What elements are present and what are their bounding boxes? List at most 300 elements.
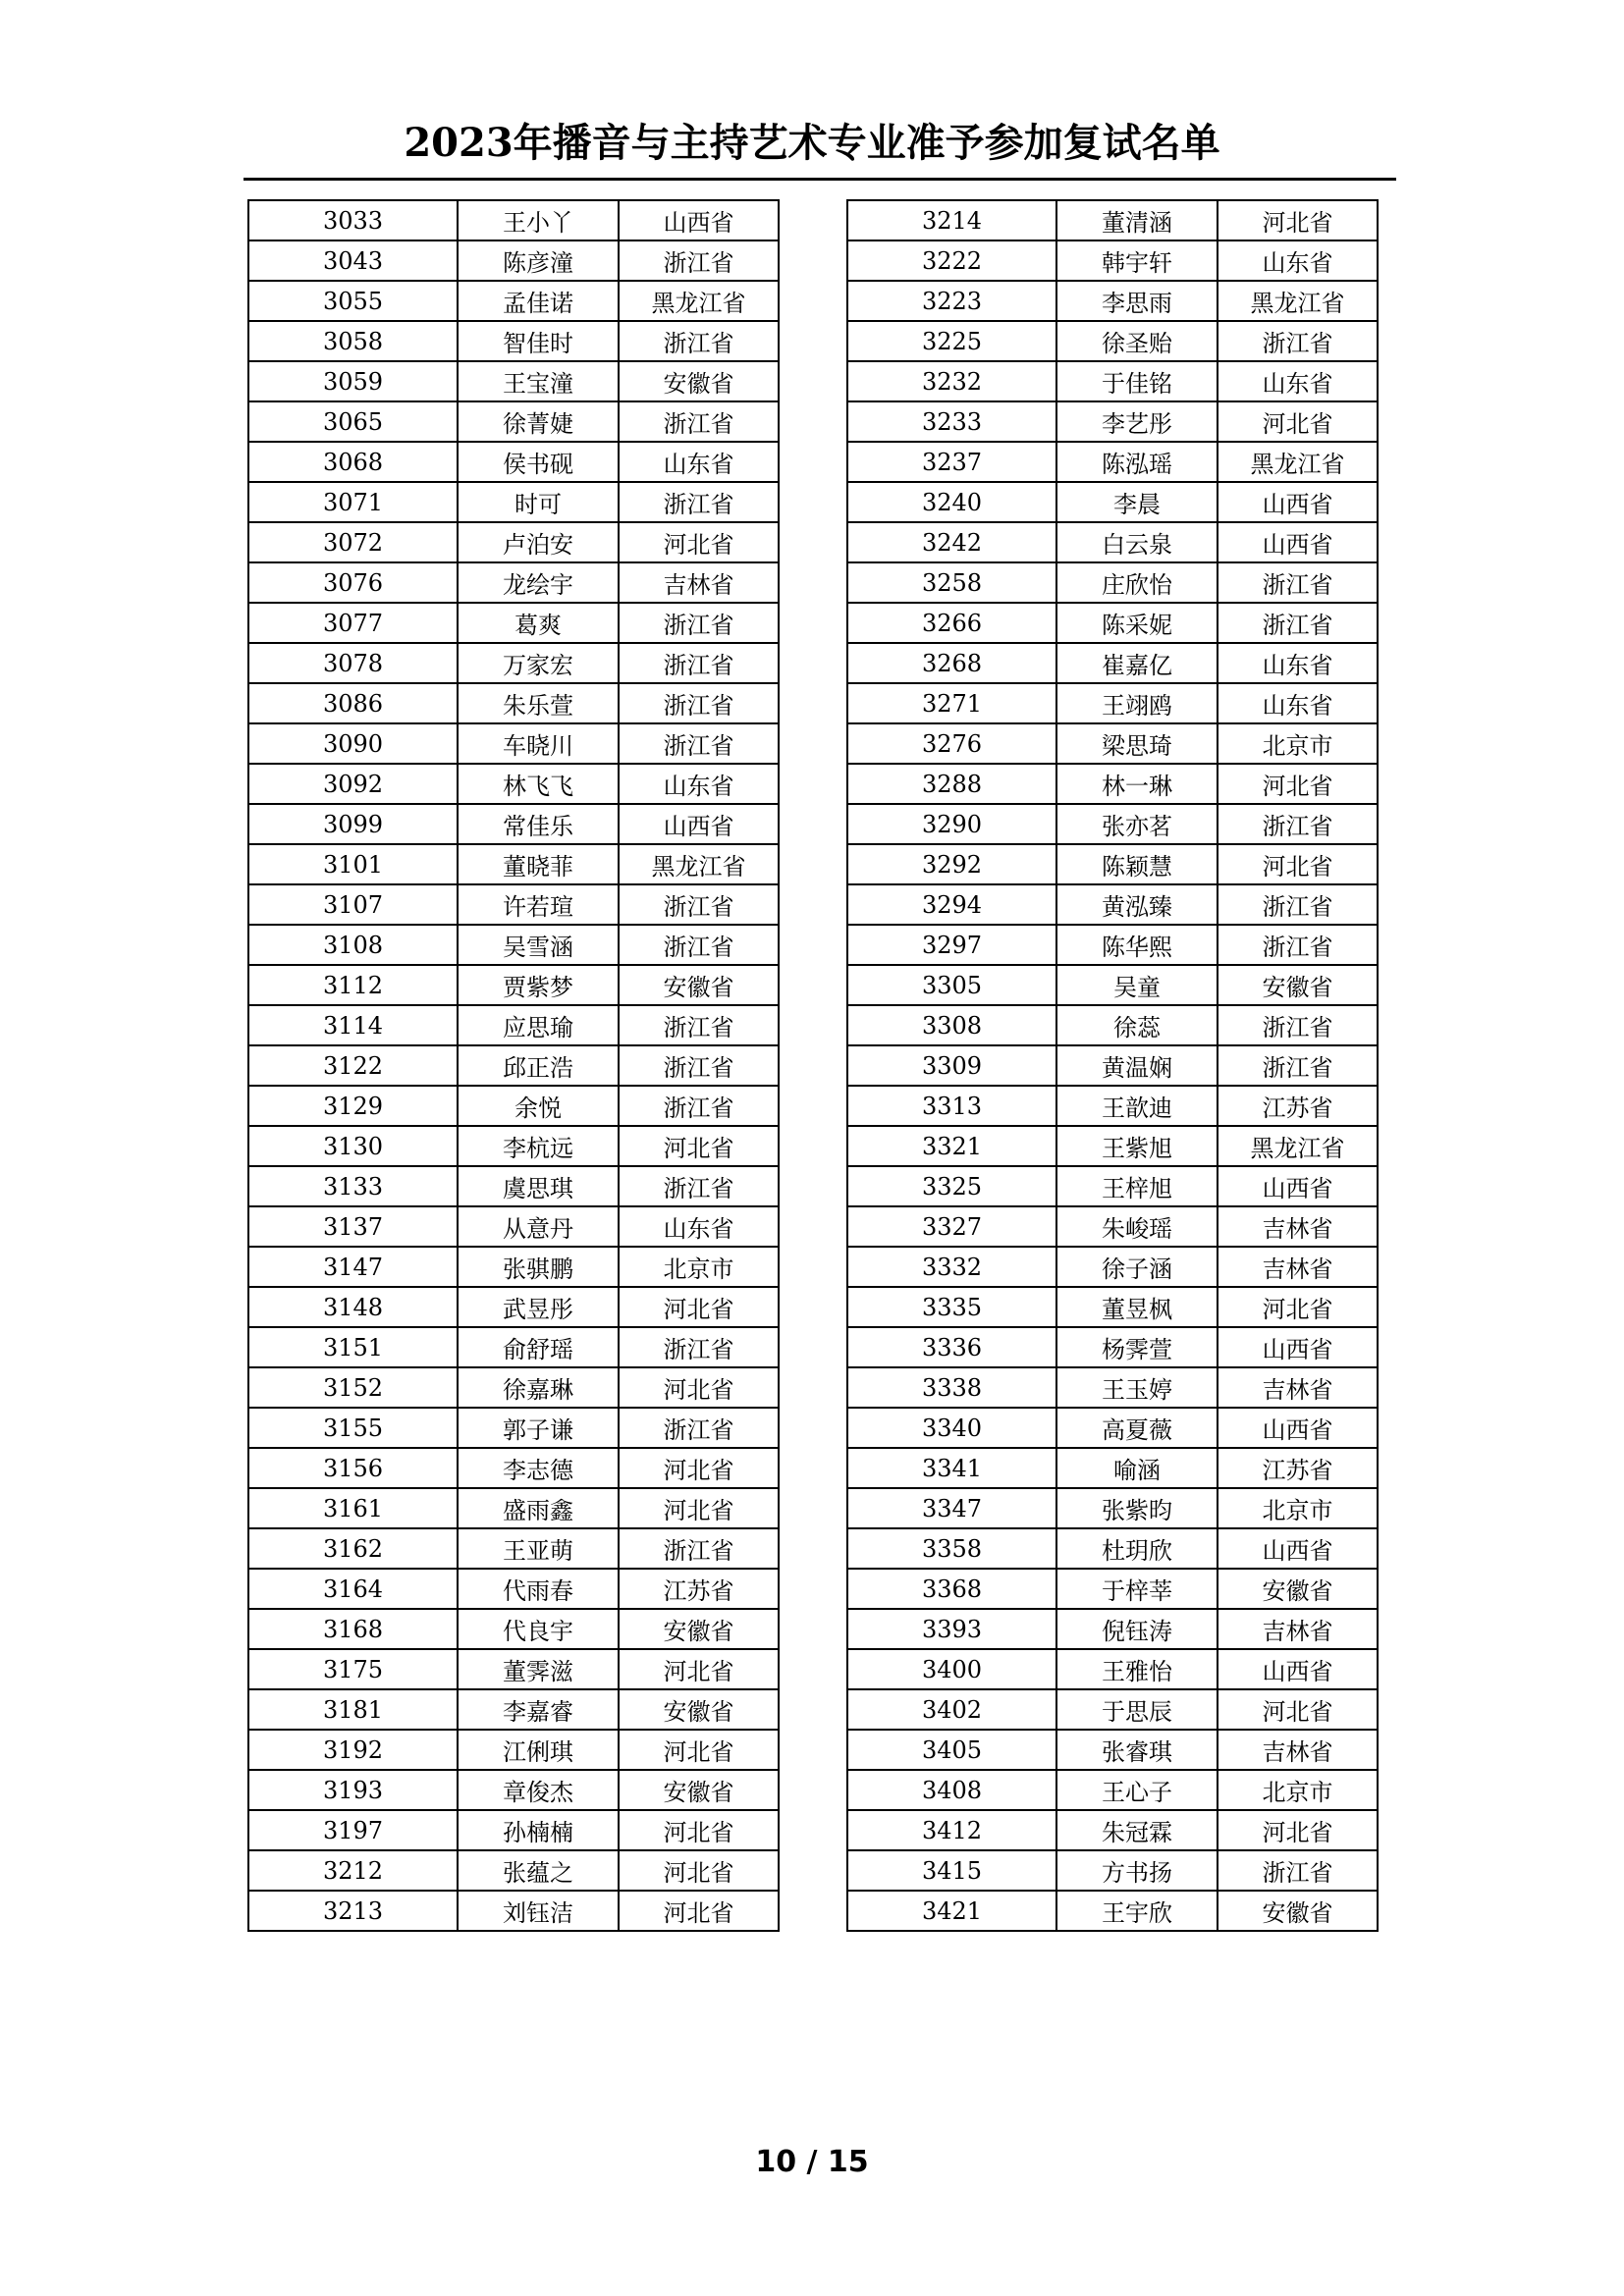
candidate-province: 江苏省 (619, 1569, 779, 1609)
left-roster-table (247, 199, 780, 1932)
candidate-name: 李思雨 (1056, 281, 1218, 321)
candidate-id: 3266 (847, 603, 1056, 643)
candidate-name: 贾紫梦 (458, 965, 619, 1005)
table-row (248, 1086, 779, 1126)
candidate-name: 从意丹 (458, 1206, 619, 1247)
candidate-province: 山东省 (619, 1206, 779, 1247)
candidate-id: 3101 (248, 844, 458, 884)
candidate-id: 3237 (847, 442, 1056, 482)
candidate-name: 王紫旭 (1056, 1126, 1218, 1166)
candidate-name: 吴雪涵 (458, 925, 619, 965)
candidate-id: 3313 (847, 1086, 1056, 1126)
table-row (847, 1086, 1378, 1126)
table-row (847, 1689, 1378, 1730)
candidate-province: 安徽省 (1218, 1569, 1378, 1609)
candidate-name: 朱乐萱 (458, 683, 619, 723)
table-row (248, 361, 779, 401)
table-row (248, 965, 779, 1005)
candidate-name: 董晓菲 (458, 844, 619, 884)
table-row (847, 1005, 1378, 1045)
candidate-id: 3077 (248, 603, 458, 643)
table-row (248, 1166, 779, 1206)
table-row (847, 401, 1378, 442)
candidate-id: 3059 (248, 361, 458, 401)
candidate-name: 张紫昀 (1056, 1488, 1218, 1528)
candidate-id: 3347 (847, 1488, 1056, 1528)
candidate-province: 浙江省 (619, 1086, 779, 1126)
candidate-province: 浙江省 (1218, 603, 1378, 643)
candidate-province: 浙江省 (1218, 1045, 1378, 1086)
candidate-province: 河北省 (619, 1730, 779, 1770)
table-row (847, 1770, 1378, 1810)
candidate-name: 陈彦潼 (458, 240, 619, 281)
candidate-id: 3358 (847, 1528, 1056, 1569)
candidate-id: 3223 (847, 281, 1056, 321)
candidate-id: 3233 (847, 401, 1056, 442)
table-row (248, 1287, 779, 1327)
candidate-id: 3090 (248, 723, 458, 764)
candidate-province: 浙江省 (619, 1166, 779, 1206)
candidate-name: 虞思琪 (458, 1166, 619, 1206)
candidate-province: 山东省 (1218, 361, 1378, 401)
candidate-name: 代雨春 (458, 1569, 619, 1609)
candidate-name: 徐菁婕 (458, 401, 619, 442)
table-row (248, 884, 779, 925)
candidate-province: 安徽省 (1218, 965, 1378, 1005)
candidate-name: 江俐琪 (458, 1730, 619, 1770)
table-row (847, 1891, 1378, 1931)
table-row (248, 1609, 779, 1649)
candidate-province: 浙江省 (1218, 1850, 1378, 1891)
candidate-province: 山西省 (1218, 482, 1378, 522)
candidate-province: 浙江省 (619, 925, 779, 965)
candidate-name: 徐蕊 (1056, 1005, 1218, 1045)
candidate-province: 山西省 (1218, 1528, 1378, 1569)
table-row (847, 965, 1378, 1005)
candidate-province: 北京市 (1218, 1770, 1378, 1810)
candidate-province: 浙江省 (619, 321, 779, 361)
candidate-province: 浙江省 (619, 723, 779, 764)
candidate-province: 河北省 (619, 1287, 779, 1327)
table-row (847, 1247, 1378, 1287)
candidate-name: 时可 (458, 482, 619, 522)
candidate-id: 3258 (847, 562, 1056, 603)
candidate-province: 黑龙江省 (1218, 442, 1378, 482)
table-row (847, 562, 1378, 603)
page-number: 10 / 15 (755, 2145, 869, 2179)
candidate-id: 3122 (248, 1045, 458, 1086)
candidate-province: 浙江省 (619, 482, 779, 522)
candidate-id: 3086 (248, 683, 458, 723)
candidate-id: 3148 (248, 1287, 458, 1327)
candidate-name: 徐子涵 (1056, 1247, 1218, 1287)
candidate-name: 方书扬 (1056, 1850, 1218, 1891)
candidate-province: 河北省 (619, 1126, 779, 1166)
candidate-id: 3162 (248, 1528, 458, 1569)
candidate-province: 河北省 (1218, 844, 1378, 884)
candidate-name: 张睿琪 (1056, 1730, 1218, 1770)
candidate-id: 3108 (248, 925, 458, 965)
candidate-name: 韩宇轩 (1056, 240, 1218, 281)
candidate-name: 俞舒瑶 (458, 1327, 619, 1367)
candidate-province: 安徽省 (619, 1609, 779, 1649)
table-row (847, 321, 1378, 361)
candidate-name: 喻涵 (1056, 1448, 1218, 1488)
table-row (847, 1448, 1378, 1488)
candidate-id: 3321 (847, 1126, 1056, 1166)
candidate-province: 河北省 (1218, 401, 1378, 442)
candidate-name: 董霁滋 (458, 1649, 619, 1689)
candidate-province: 山西省 (619, 804, 779, 844)
candidate-name: 陈颖慧 (1056, 844, 1218, 884)
table-row (248, 683, 779, 723)
candidate-id: 3400 (847, 1649, 1056, 1689)
candidate-name: 王宝潼 (458, 361, 619, 401)
candidate-id: 3076 (248, 562, 458, 603)
candidate-id: 3055 (248, 281, 458, 321)
table-row (847, 1569, 1378, 1609)
candidate-id: 3335 (847, 1287, 1056, 1327)
candidate-name: 梁思琦 (1056, 723, 1218, 764)
candidate-id: 3271 (847, 683, 1056, 723)
candidate-province: 北京市 (1218, 723, 1378, 764)
candidate-name: 李嘉睿 (458, 1689, 619, 1730)
candidate-id: 3092 (248, 764, 458, 804)
candidate-name: 陈泓瑶 (1056, 442, 1218, 482)
candidate-province: 吉林省 (1218, 1367, 1378, 1408)
table-row (847, 1810, 1378, 1850)
candidate-id: 3133 (248, 1166, 458, 1206)
candidate-id: 3325 (847, 1166, 1056, 1206)
table-row (248, 1528, 779, 1569)
candidate-province: 浙江省 (619, 884, 779, 925)
candidate-province: 江苏省 (1218, 1086, 1378, 1126)
table-row (248, 1649, 779, 1689)
candidate-id: 3137 (248, 1206, 458, 1247)
table-row (248, 925, 779, 965)
candidate-id: 3192 (248, 1730, 458, 1770)
candidate-name: 车晓川 (458, 723, 619, 764)
candidate-id: 3402 (847, 1689, 1056, 1730)
candidate-id: 3340 (847, 1408, 1056, 1448)
candidate-province: 浙江省 (619, 1327, 779, 1367)
table-row (248, 1408, 779, 1448)
candidate-name: 董昱枫 (1056, 1287, 1218, 1327)
candidate-id: 3309 (847, 1045, 1056, 1086)
candidate-name: 董清涵 (1056, 200, 1218, 240)
candidate-name: 朱峻瑶 (1056, 1206, 1218, 1247)
candidate-name: 徐嘉琳 (458, 1367, 619, 1408)
candidate-id: 3421 (847, 1891, 1056, 1931)
candidate-id: 3068 (248, 442, 458, 482)
candidate-name: 庄欣怡 (1056, 562, 1218, 603)
table-row (248, 442, 779, 482)
candidate-province: 河北省 (1218, 1287, 1378, 1327)
candidate-province: 浙江省 (619, 1045, 779, 1086)
table-row (847, 361, 1378, 401)
table-row (847, 1730, 1378, 1770)
candidate-id: 3156 (248, 1448, 458, 1488)
candidate-id: 3240 (847, 482, 1056, 522)
candidate-name: 王玉婷 (1056, 1367, 1218, 1408)
candidate-name: 侯书砚 (458, 442, 619, 482)
candidate-id: 3341 (847, 1448, 1056, 1488)
candidate-province: 山西省 (1218, 1327, 1378, 1367)
candidate-name: 王心子 (1056, 1770, 1218, 1810)
candidate-province: 山西省 (1218, 522, 1378, 562)
candidate-id: 3222 (847, 240, 1056, 281)
candidate-id: 3225 (847, 321, 1056, 361)
candidate-province: 安徽省 (1218, 1891, 1378, 1931)
candidate-province: 安徽省 (619, 1689, 779, 1730)
candidate-province: 安徽省 (619, 361, 779, 401)
candidate-province: 河北省 (619, 1810, 779, 1850)
table-row (248, 1327, 779, 1367)
table-row (248, 643, 779, 683)
table-row (248, 1488, 779, 1528)
table-row (248, 401, 779, 442)
table-row (847, 1649, 1378, 1689)
candidate-province: 河北省 (619, 1649, 779, 1689)
table-row (847, 1327, 1378, 1367)
candidate-name: 万家宏 (458, 643, 619, 683)
candidate-name: 孙楠楠 (458, 1810, 619, 1850)
candidate-province: 浙江省 (619, 240, 779, 281)
candidate-name: 王亚萌 (458, 1528, 619, 1569)
candidate-province: 黑龙江省 (619, 844, 779, 884)
table-row (847, 281, 1378, 321)
table-row (847, 1166, 1378, 1206)
candidate-id: 3161 (248, 1488, 458, 1528)
candidate-name: 张亦茗 (1056, 804, 1218, 844)
table-row (248, 321, 779, 361)
candidate-id: 3297 (847, 925, 1056, 965)
candidate-id: 3072 (248, 522, 458, 562)
table-row (248, 200, 779, 240)
candidate-name: 代良宇 (458, 1609, 619, 1649)
candidate-name: 王雅怡 (1056, 1649, 1218, 1689)
candidate-name: 张骐鹏 (458, 1247, 619, 1287)
table-row (248, 1770, 779, 1810)
candidate-id: 3193 (248, 1770, 458, 1810)
table-row (847, 442, 1378, 482)
candidate-province: 浙江省 (619, 643, 779, 683)
candidate-province: 吉林省 (1218, 1247, 1378, 1287)
candidate-id: 3078 (248, 643, 458, 683)
table-row (847, 844, 1378, 884)
candidate-name: 白云泉 (1056, 522, 1218, 562)
candidate-province: 河北省 (619, 1850, 779, 1891)
candidate-province: 河北省 (619, 1488, 779, 1528)
candidate-id: 3288 (847, 764, 1056, 804)
candidate-name: 李晨 (1056, 482, 1218, 522)
table-row (248, 1045, 779, 1086)
candidate-id: 3393 (847, 1609, 1056, 1649)
candidate-province: 浙江省 (1218, 321, 1378, 361)
candidate-province: 吉林省 (1218, 1609, 1378, 1649)
candidate-province: 山西省 (619, 200, 779, 240)
candidate-id: 3336 (847, 1327, 1056, 1367)
candidate-name: 于梓莘 (1056, 1569, 1218, 1609)
table-row (847, 522, 1378, 562)
candidate-name: 王翊鸥 (1056, 683, 1218, 723)
candidate-id: 3268 (847, 643, 1056, 683)
table-row (248, 804, 779, 844)
candidate-province: 浙江省 (1218, 925, 1378, 965)
candidate-province: 河北省 (1218, 200, 1378, 240)
candidate-name: 杨霁萱 (1056, 1327, 1218, 1367)
table-row (248, 603, 779, 643)
table-row (847, 1126, 1378, 1166)
candidate-name: 陈采妮 (1056, 603, 1218, 643)
candidate-id: 3408 (847, 1770, 1056, 1810)
table-row (847, 764, 1378, 804)
candidate-name: 吴童 (1056, 965, 1218, 1005)
candidate-name: 王宇欣 (1056, 1891, 1218, 1931)
title-divider (244, 178, 1396, 181)
candidate-name: 黄温娴 (1056, 1045, 1218, 1086)
candidate-id: 3213 (248, 1891, 458, 1931)
table-row (248, 562, 779, 603)
candidate-province: 山东省 (1218, 240, 1378, 281)
candidate-id: 3071 (248, 482, 458, 522)
candidate-province: 浙江省 (1218, 804, 1378, 844)
table-row (847, 683, 1378, 723)
table-row (847, 240, 1378, 281)
candidate-province: 河北省 (619, 1448, 779, 1488)
candidate-name: 于思辰 (1056, 1689, 1218, 1730)
candidate-id: 3043 (248, 240, 458, 281)
table-row (248, 1448, 779, 1488)
table-row (847, 603, 1378, 643)
table-row (847, 804, 1378, 844)
document-title: 2023年播音与主持艺术专业准予参加复试名单 (404, 120, 1220, 166)
candidate-province: 浙江省 (619, 1528, 779, 1569)
candidate-id: 3327 (847, 1206, 1056, 1247)
candidate-id: 3276 (847, 723, 1056, 764)
candidate-name: 陈华熙 (1056, 925, 1218, 965)
candidate-id: 3332 (847, 1247, 1056, 1287)
candidate-province: 山西省 (1218, 1408, 1378, 1448)
candidate-province: 浙江省 (1218, 884, 1378, 925)
candidate-name: 盛雨鑫 (458, 1488, 619, 1528)
candidate-province: 河北省 (619, 522, 779, 562)
candidate-name: 郭子谦 (458, 1408, 619, 1448)
table-row (248, 1569, 779, 1609)
candidate-name: 朱冠霖 (1056, 1810, 1218, 1850)
table-row (248, 1005, 779, 1045)
candidate-province: 山东省 (1218, 683, 1378, 723)
candidate-province: 江苏省 (1218, 1448, 1378, 1488)
candidate-id: 3112 (248, 965, 458, 1005)
candidate-id: 3107 (248, 884, 458, 925)
table-row (248, 240, 779, 281)
candidate-id: 3155 (248, 1408, 458, 1448)
candidate-province: 吉林省 (619, 562, 779, 603)
candidate-province: 河北省 (1218, 1810, 1378, 1850)
candidate-name: 章俊杰 (458, 1770, 619, 1810)
table-row (847, 925, 1378, 965)
candidate-name: 李艺彤 (1056, 401, 1218, 442)
table-row (847, 723, 1378, 764)
candidate-name: 常佳乐 (458, 804, 619, 844)
candidate-id: 3164 (248, 1569, 458, 1609)
candidate-province: 北京市 (1218, 1488, 1378, 1528)
candidate-id: 3129 (248, 1086, 458, 1126)
candidate-province: 浙江省 (619, 1408, 779, 1448)
candidate-id: 3168 (248, 1609, 458, 1649)
candidate-name: 高夏薇 (1056, 1408, 1218, 1448)
candidate-province: 河北省 (619, 1891, 779, 1931)
table-row (847, 1609, 1378, 1649)
candidate-province: 河北省 (1218, 1689, 1378, 1730)
candidate-name: 李志德 (458, 1448, 619, 1488)
candidate-name: 倪钰涛 (1056, 1609, 1218, 1649)
candidate-name: 龙绘宇 (458, 562, 619, 603)
candidate-name: 黄泓臻 (1056, 884, 1218, 925)
table-row (847, 643, 1378, 683)
candidate-id: 3175 (248, 1649, 458, 1689)
candidate-province: 河北省 (1218, 764, 1378, 804)
candidate-id: 3181 (248, 1689, 458, 1730)
candidate-id: 3232 (847, 361, 1056, 401)
candidate-id: 3214 (847, 200, 1056, 240)
candidate-province: 浙江省 (619, 401, 779, 442)
candidate-name: 林飞飞 (458, 764, 619, 804)
candidate-id: 3114 (248, 1005, 458, 1045)
table-row (248, 1247, 779, 1287)
candidate-name: 王歆迪 (1056, 1086, 1218, 1126)
candidate-id: 3212 (248, 1850, 458, 1891)
candidate-name: 杜玥欣 (1056, 1528, 1218, 1569)
candidate-name: 张蕴之 (458, 1850, 619, 1891)
candidate-id: 3290 (847, 804, 1056, 844)
candidate-id: 3415 (847, 1850, 1056, 1891)
candidate-province: 浙江省 (619, 683, 779, 723)
table-row (847, 1528, 1378, 1569)
table-row (248, 1126, 779, 1166)
table-row (847, 1045, 1378, 1086)
candidate-province: 浙江省 (619, 603, 779, 643)
candidate-id: 3368 (847, 1569, 1056, 1609)
candidate-name: 卢泊安 (458, 522, 619, 562)
candidate-province: 浙江省 (1218, 1005, 1378, 1045)
table-row (248, 1810, 779, 1850)
candidate-province: 浙江省 (619, 1005, 779, 1045)
table-row (847, 1206, 1378, 1247)
candidate-id: 3242 (847, 522, 1056, 562)
candidate-name: 智佳时 (458, 321, 619, 361)
candidate-province: 山东省 (619, 764, 779, 804)
table-row (248, 1730, 779, 1770)
table-row (847, 200, 1378, 240)
candidate-id: 3033 (248, 200, 458, 240)
candidate-province: 河北省 (619, 1367, 779, 1408)
candidate-id: 3292 (847, 844, 1056, 884)
table-row (847, 1488, 1378, 1528)
table-row (847, 1367, 1378, 1408)
candidate-name: 余悦 (458, 1086, 619, 1126)
table-row (847, 1287, 1378, 1327)
table-row (248, 1850, 779, 1891)
candidate-province: 安徽省 (619, 1770, 779, 1810)
candidate-name: 王梓旭 (1056, 1166, 1218, 1206)
candidate-id: 3305 (847, 965, 1056, 1005)
candidate-province: 山西省 (1218, 1649, 1378, 1689)
candidate-province: 黑龙江省 (619, 281, 779, 321)
candidate-province: 吉林省 (1218, 1206, 1378, 1247)
table-row (248, 482, 779, 522)
